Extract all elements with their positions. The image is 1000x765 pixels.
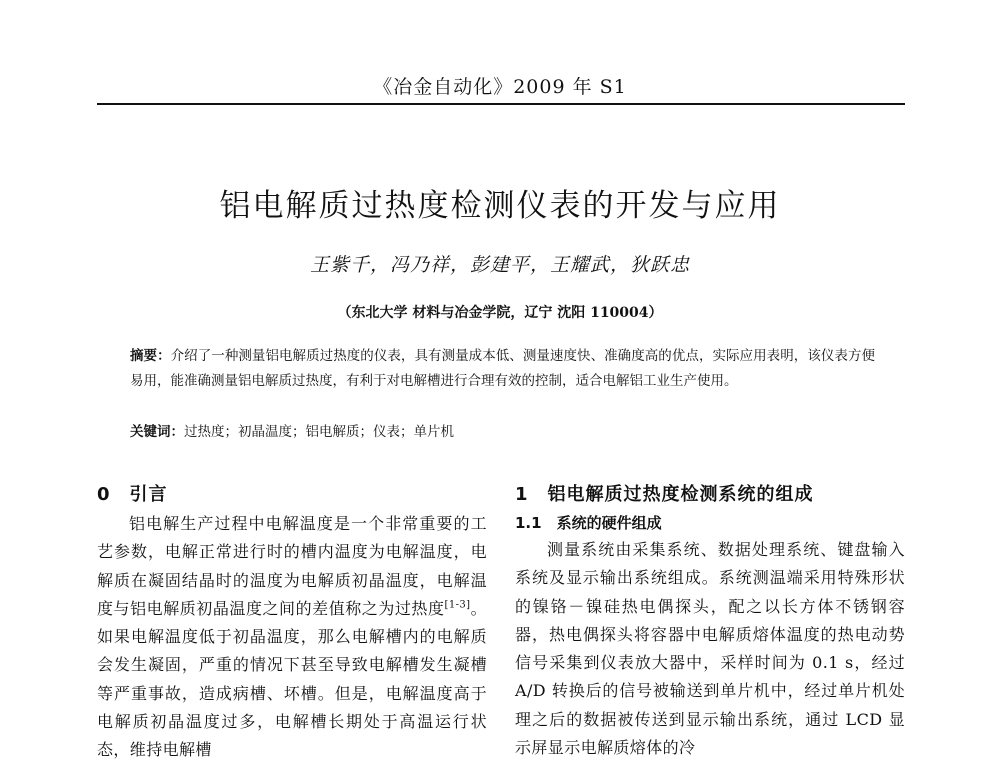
section-1-1-heading: 1.1 系统的硬件组成 xyxy=(515,514,662,532)
keywords xyxy=(130,420,875,445)
section-0-paragraph xyxy=(97,510,487,765)
left-column xyxy=(97,480,487,765)
citation-ref: [1-3] xyxy=(444,599,471,611)
abstract xyxy=(130,344,875,394)
section-0-text-a: 铝电解生产过程中电解温度是一个非常重要的工艺参数，电解正常进行时的槽内温度为电解温度，电解质在凝固结晶时的温度为电解质初晶温度，电解温度与铝电解质初晶温度之间的差值称之为过热度 xyxy=(97,514,487,618)
keywords-label: 关键词： xyxy=(130,424,184,440)
journal-header: 《冶金自动化》2009 年 S1 xyxy=(373,76,627,98)
right-column xyxy=(515,480,905,762)
author-list: 王紫千，冯乃祥，彭建平，王耀武，狄跃忠 xyxy=(309,254,690,276)
abstract-label: 摘要： xyxy=(130,348,171,364)
keywords-text: 过热度；初晶温度；铝电解质；仪表；单片机 xyxy=(184,424,454,440)
section-1-1-paragraph: 测量系统由采集系统、数据处理系统、键盘输入系统及显示输出系统组成。系统测温端采用特殊形状的镍铬－镍硅热电偶探头，配之以长方体不锈钢容器，热电偶探头将容器中电解质熔体温度的热电动势信号采集到仪表放大器中，采样时间为 0.1 s，经过 A/D 转换后的信号被输送到单片机中，经过单片机处理之后的数据被传送到显示输出系统，通过 LCD 显示屏显示电解质熔体的冷 xyxy=(515,540,905,758)
section-1-heading: 1 铝电解质过热度检测系统的组成 xyxy=(515,484,814,505)
abstract-text: 介绍了一种测量铝电解质过热度的仪表，具有测量成本低、测量速度快、准确度高的优点，实际应用表明，该仪表方便易用，能准确测量铝电解质过热度，有利于对电解槽进行合理有效的控制，适合电解铝工业生产使用。 xyxy=(130,348,876,389)
section-0-heading: 0 引言 xyxy=(97,484,168,505)
paper-title: 铝电解质过热度检测仪表的开发与应用 xyxy=(219,188,781,224)
section-0-text-b: 。如果电解温度低于初晶温度，那么电解槽内的电解质会发生凝固，严重的情况下甚至导致电解槽发生凝槽等严重事故，造成病槽、坏槽。但是，电解温度高于电解质初晶温度过多，电解槽长期处于高温运行状态，维持电解槽 xyxy=(97,598,488,760)
affiliation: （东北大学 材料与冶金学院，辽宁 沈阳 110004） xyxy=(337,305,663,321)
header-rule xyxy=(97,103,905,105)
